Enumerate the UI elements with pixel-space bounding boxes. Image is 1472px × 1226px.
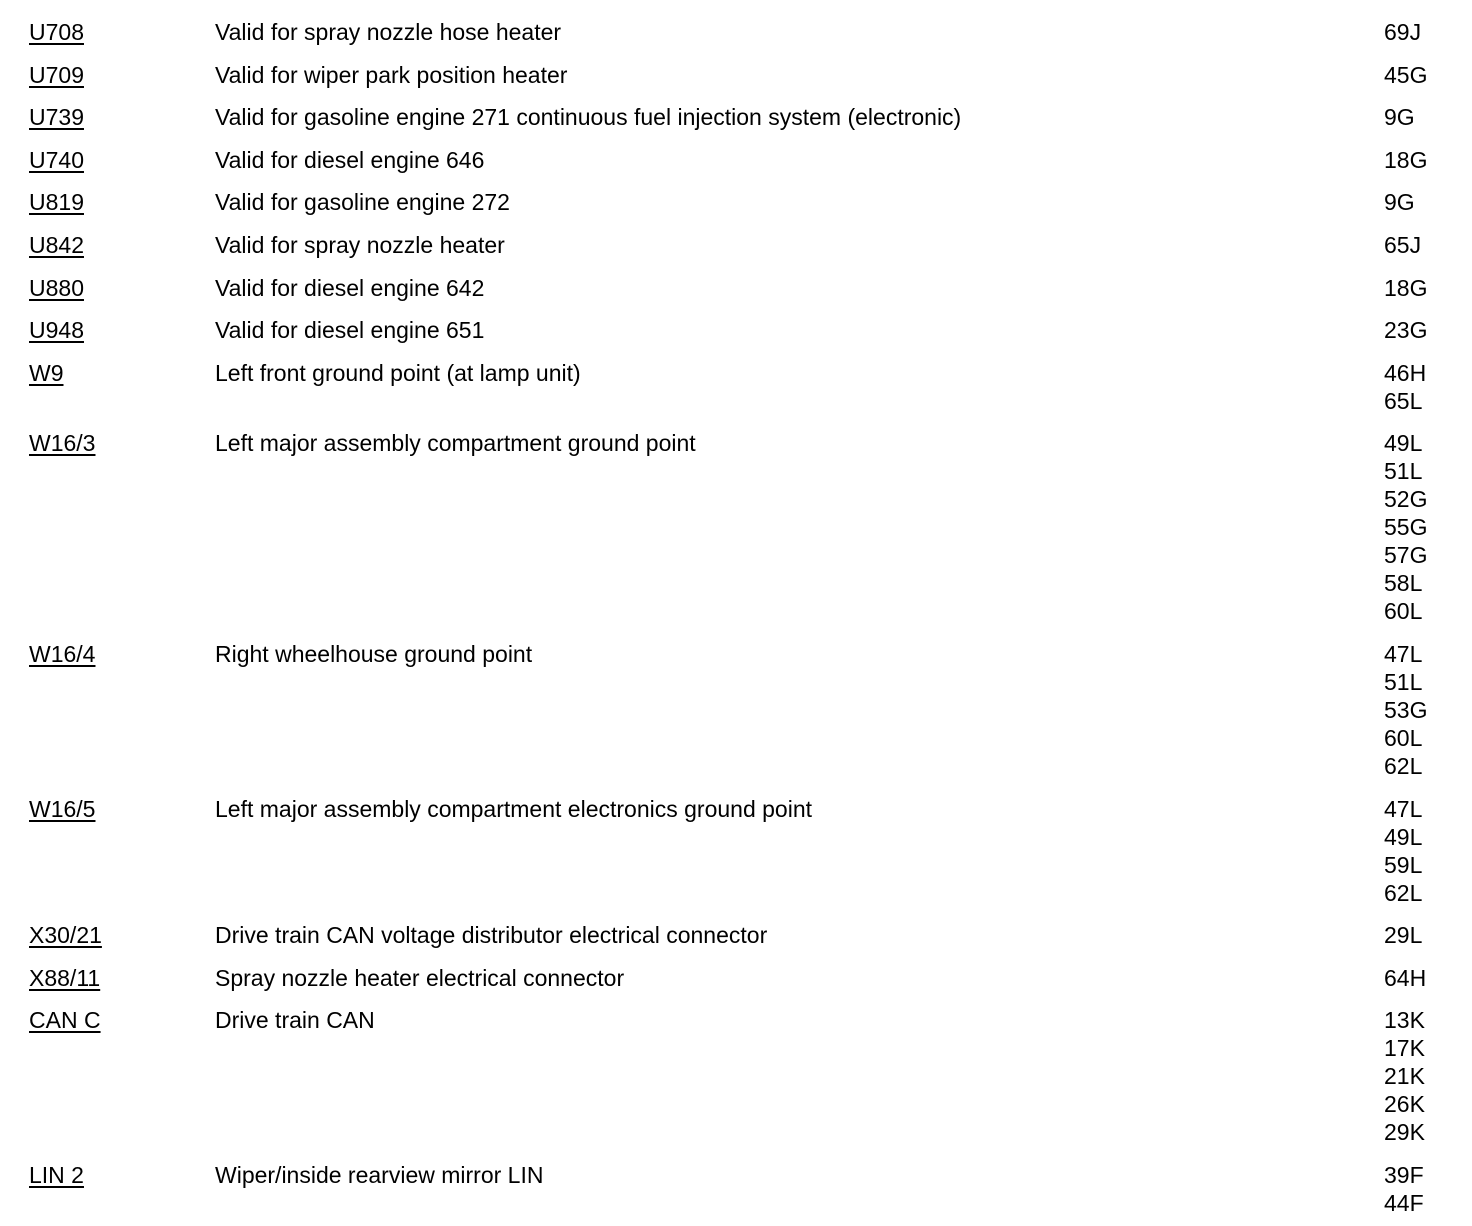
component-description: Valid for spray nozzle heater [215, 231, 505, 258]
component-code-link[interactable]: U842 [29, 231, 84, 258]
legend-row [29, 274, 1449, 302]
grid-reference: 49L [1384, 430, 1423, 457]
grid-reference: 60L [1384, 598, 1423, 625]
grid-reference: 47L [1384, 640, 1423, 667]
component-description: Drive train CAN voltage distributor electrical connector [215, 922, 768, 949]
grid-reference: 62L [1384, 752, 1423, 779]
component-code-link[interactable]: U948 [29, 317, 84, 344]
component-code-link[interactable]: W16/4 [29, 640, 96, 667]
legend-row [29, 921, 1449, 949]
grid-reference-list [1384, 964, 1426, 992]
grid-reference: 53G [1384, 696, 1428, 723]
grid-reference: 64H [1384, 964, 1427, 991]
grid-reference: 21K [1384, 1063, 1425, 1090]
legend-row [29, 18, 1449, 46]
component-code-link[interactable]: U708 [29, 19, 84, 45]
component-description: Left major assembly compartment electronics ground point [215, 795, 813, 822]
grid-reference-list [1384, 146, 1427, 174]
grid-reference: 26K [1384, 1091, 1425, 1118]
grid-reference-list [1384, 1161, 1424, 1217]
grid-reference: 17K [1384, 1035, 1425, 1062]
component-description: Valid for gasoline engine 272 [215, 189, 510, 216]
component-description: Left front ground point (at lamp unit) [215, 359, 581, 386]
component-description: Left major assembly compartment ground point [215, 430, 696, 457]
grid-reference: 39F [1384, 1161, 1424, 1188]
grid-reference: 51L [1384, 668, 1423, 695]
grid-reference-list [1384, 18, 1421, 46]
component-code-link[interactable]: U709 [29, 61, 84, 88]
grid-reference: 29L [1384, 922, 1423, 949]
grid-reference: 18G [1384, 274, 1428, 301]
grid-reference: 9G [1384, 104, 1415, 131]
grid-reference: 60L [1384, 724, 1423, 751]
component-code-link[interactable]: X88/11 [29, 964, 101, 991]
grid-reference: 52G [1384, 486, 1428, 513]
grid-reference-list [1384, 103, 1415, 131]
legend-row [29, 1161, 1449, 1217]
grid-reference: 58L [1384, 570, 1423, 597]
grid-reference-list [1384, 921, 1422, 949]
grid-reference-list [1384, 359, 1426, 415]
component-description: Valid for gasoline engine 271 continuous fuel injection system (electronic) [215, 104, 962, 131]
legend-row [29, 146, 1449, 174]
legend-row [29, 1006, 1449, 1146]
component-code-link[interactable]: LIN 2 [29, 1161, 84, 1188]
component-description: Valid for diesel engine 651 [215, 317, 485, 344]
legend-row [29, 795, 1449, 907]
legend-row [29, 964, 1449, 992]
grid-reference: 69J [1384, 19, 1422, 45]
grid-reference: 18G [1384, 146, 1428, 173]
grid-reference-list [1384, 1006, 1425, 1146]
grid-reference-list [1384, 429, 1427, 625]
component-code-link[interactable]: X30/21 [29, 922, 102, 949]
grid-reference-list [1384, 795, 1422, 907]
grid-reference: 44F [1384, 1189, 1424, 1216]
grid-reference-list [1384, 316, 1427, 344]
grid-reference: 57G [1384, 542, 1428, 569]
grid-reference-list [1384, 231, 1421, 259]
grid-reference-list [1384, 61, 1427, 89]
component-code-link[interactable]: U880 [29, 274, 84, 301]
legend-row [29, 359, 1449, 415]
component-description: Valid for diesel engine 642 [215, 274, 485, 301]
component-description: Spray nozzle heater electrical connector [215, 964, 625, 991]
component-code-link[interactable]: W16/3 [29, 430, 96, 457]
grid-reference: 51L [1384, 458, 1423, 485]
grid-reference: 62L [1384, 879, 1423, 906]
component-code-link[interactable]: CAN C [29, 1007, 101, 1034]
grid-reference: 59L [1384, 851, 1423, 878]
component-code-link[interactable]: U819 [29, 189, 84, 216]
component-legend-list [29, 18, 1449, 1217]
grid-reference: 49L [1384, 823, 1423, 850]
legend-row [29, 429, 1449, 625]
grid-reference-list [1384, 274, 1427, 302]
legend-row [29, 316, 1449, 344]
component-description: Right wheelhouse ground point [215, 640, 533, 667]
grid-reference: 46H [1384, 359, 1427, 386]
legend-row [29, 188, 1449, 216]
grid-reference-list [1384, 188, 1415, 216]
component-description: Wiper/inside rearview mirror LIN [215, 1161, 544, 1188]
component-description: Valid for wiper park position heater [215, 61, 568, 88]
grid-reference: 23G [1384, 317, 1428, 344]
component-code-link[interactable]: W9 [29, 359, 64, 386]
legend-row [29, 640, 1449, 780]
component-code-link[interactable]: U740 [29, 146, 84, 173]
grid-reference-list [1384, 640, 1427, 780]
component-code-link[interactable]: W16/5 [29, 795, 96, 822]
legend-row [29, 231, 1449, 259]
legend-row [29, 103, 1449, 131]
grid-reference: 55G [1384, 514, 1428, 541]
grid-reference: 29K [1384, 1119, 1425, 1146]
grid-reference: 47L [1384, 795, 1423, 822]
component-description: Drive train CAN [215, 1007, 375, 1034]
component-description: Valid for diesel engine 646 [215, 146, 485, 173]
grid-reference: 45G [1384, 61, 1428, 88]
legend-row [29, 61, 1449, 89]
grid-reference: 9G [1384, 189, 1415, 216]
grid-reference: 13K [1384, 1007, 1425, 1034]
grid-reference: 65L [1384, 387, 1423, 414]
grid-reference: 65J [1384, 231, 1422, 258]
component-description: Valid for spray nozzle hose heater [215, 19, 562, 45]
component-code-link[interactable]: U739 [29, 104, 84, 131]
